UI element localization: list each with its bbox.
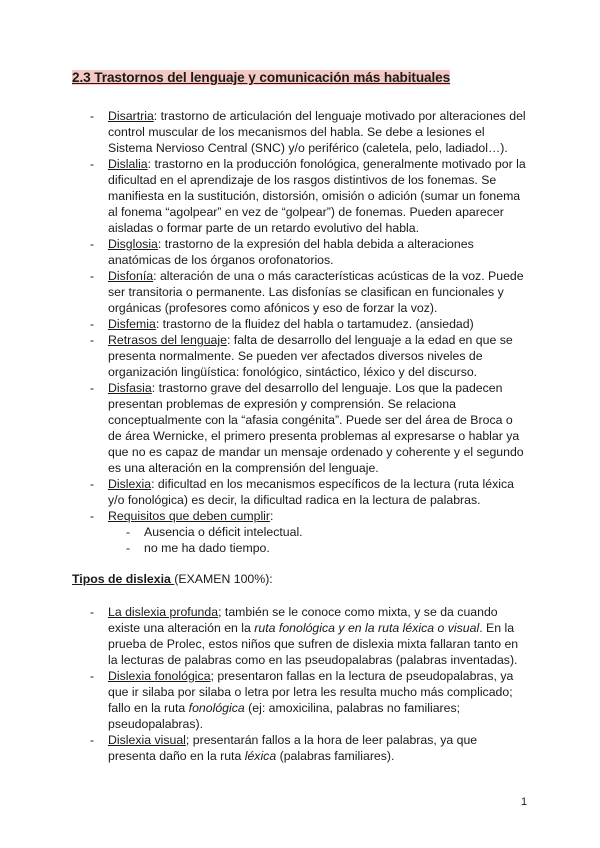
term: Dislexia [108,477,152,491]
text-part: ; presentarán fallos a la hora de leer palabras, ya que presenta daño en la ruta [108,733,478,763]
term: Disfemia [108,317,156,331]
requirement-text: no me ha dado tiempo. [144,541,270,555]
text-part: ; también se le conoce como mixta, y se da cuando existe una alteración en la [108,605,498,635]
text-part: (ej: amoxicilina, palabras no familiares; pseudopalabras). [108,701,461,731]
list-item: - Disfemia: trastorno de la fluidez del habla o tartamudez. (ansiedad) [90,317,474,331]
section-title: Tipos de dislexia [72,572,175,586]
requirement-text: Ausencia o déficit intelectual. [144,525,303,539]
term: Dislexia visual [108,733,186,747]
sub-list-item: - no me ha dado tiempo. [126,541,270,555]
term: Requisitos que deben cumplir [108,509,271,523]
sub-list-item: - Ausencia o déficit intelectual. [126,525,303,539]
italic-part: ruta fonológica y en la ruta léxica o visual [254,621,480,635]
section-note: (EXAMEN 100%): [174,572,273,586]
list-item: - La dislexia profunda; también se le conoce como mixta, y se da cuando existe una alteración en la ruta fonológica y en la ruta léxica o visual. En la prueba de Prolec, estos niños que sufren de dislexia mixta fallaran tanto en la lecturas de palabras como en las pseudopalabras (palabras inventadas). [90,605,519,667]
term: Dislexia fonológica [108,669,211,683]
definition: : alteración de una o más características acústicas de la voz. Puede ser transitoria o permanente. Las disfonías se clasifican en funcionales y orgánicas (profesores como afónicos y eso de forzar la voz). [108,269,524,315]
term: Dislalia [108,157,148,171]
page-number: 1 [521,796,528,808]
list-item: - Dislexia fonológica; presentaron fallas en la lectura de pseudopalabras, ya que ir silaba por silaba o letra por letra les resulta mucho más complicado; fallo en la ruta fonológica (ej: amoxicilina, palabras no familiares; pseudopalabras). [90,669,514,731]
list-item: - Dislalia: trastorno en la producción fonológica, generalmente motivado por la dificultad en el aprendizaje de los rasgos distintivos de los fonemas. Se manifiesta en la sustitución, distorsión, omisión o adición (sumar un fonema al fonema “agolpear” en vez de “golpear”) de fonemas. Pueden aparecer aisladas o formar parte de un retardo evolutivo del habla. [90,157,526,235]
italic-part: fonológica [188,701,245,715]
term: La dislexia profunda [108,605,219,619]
term: Disfonía [108,269,154,283]
dyslexia-type-list [90,604,528,764]
heading-title: Trastornos del lenguaje y comunicación más habituales [94,70,451,85]
list-item: - Disfasia: trastorno grave del desarrollo del lenguaje. Los que la padecen presentan problemas de expresión y comprensión. Se relaciona conceptualmente con la “afasia congénita”. Puede ser del área de Broca o de área Wernicke, el primero presenta problemas al expresarse o hablar ya que no es capaz de mandar un mensaje ordenado y coherente y el segundo es una alteración en la comprensión del lenguaje. [90,381,524,475]
definition: : dificultad en los mecanismos específicos de la lectura (ruta léxica y/o fonológica) es decir, la dificultad radica en la lectura de palabras. [108,477,514,507]
list-item: - Retrasos del lenguaje: falta de desarrollo del lenguaje a la edad en que se presenta normalmente. Se pueden ver afectados diversos niveles de organización lingüística: fonológico, sintáctico, léxico y del discurso. [90,333,513,379]
term: Disfasia [108,381,152,395]
text-part: ; presentaron fallas en la lectura de pseudopalabras, ya que ir silaba por silaba o letra por letra les resulta mucho más complicado; fallo en la ruta [108,669,514,715]
text-part: . En la prueba de Prolec, estos niños que sufren de dislexia mixta fallaran tanto en la lecturas de palabras como en las pseudopalabras (palabras inventadas). [108,621,519,667]
text-part: (palabras familiares). [276,749,395,763]
definition: : trastorno grave del desarrollo del lenguaje. Los que la padecen presentan problemas de expresión y comprensión. Se relaciona conceptualmente con la “afasia congénita”. Puede ser del área de Broca o de área Wernicke, el primero presenta problemas al expresarse o hablar ya que no es capaz de mandar un mensaje ordenado y coherente y el segundo es una alteración en la comprensión del lenguaje. [108,381,524,475]
list-item: - Dislexia: dificultad en los mecanismos específicos de la lectura (ruta léxica y/o fonológica) es decir, la dificultad radica en la lectura de palabras. [90,477,514,507]
section-heading [72,70,450,85]
list-item: - Dislexia visual; presentarán fallos a la hora de leer palabras, ya que presenta daño en la ruta léxica (palabras familiares). [90,733,478,763]
definition: : trastorno de articulación del lenguaje motivado por alteraciones del control muscular de los mecanismos del habla. Se debe a lesiones el Sistema Nervioso Central (SNC) y/o periférico (caletela, pelo, ladiadol…). [108,109,526,155]
list-item: - Requisitos que deben cumplir: [90,509,274,523]
list-item: - Disglosia: trastorno de la expresión del habla debida a alteraciones anatómicas de los órganos orofonatorios. [90,237,474,267]
term: Disartria [108,109,154,123]
heading-number: 2.3 [72,70,91,85]
term: Disglosia [108,237,158,251]
definition: : trastorno de la expresión del habla debida a alteraciones anatómicas de los órganos orofonatorios. [108,237,474,267]
term: Retrasos del lenguaje [108,333,227,347]
disorder-list [90,108,528,556]
list-item: - Disartria: trastorno de articulación del lenguaje motivado por alteraciones del control muscular de los mecanismos del habla. Se debe a lesiones el Sistema Nervioso Central (SNC) y/o periférico (caletela, pelo, ladiadol…). [90,109,526,155]
term-suffix: : [270,509,274,523]
dyslexia-section-title [72,572,273,586]
definition: : trastorno de la fluidez del habla o tartamudez. (ansiedad) [155,317,474,331]
italic-part: léxica [244,749,277,763]
list-item: - Disfonía: alteración de una o más características acústicas de la voz. Puede ser transitoria o permanente. Las disfonías se clasifican en funcionales y orgánicas (profesores como afónicos y eso de forzar la voz). [90,269,524,315]
definition: : trastorno en la producción fonológica, generalmente motivado por la dificultad en el aprendizaje de los rasgos distintivos de los fonemas. Se manifiesta en la sustitución, distorsión, omisión o adición (sumar un fonema al fonema “agolpear” en vez de “golpear”) de fonemas. Pueden aparecer aisladas o formar parte de un retardo evolutivo del habla. [108,157,526,235]
definition: : falta de desarrollo del lenguaje a la edad en que se presenta normalmente. Se pueden ver afectados diversos niveles de organización lingüística: fonológico, sintáctico, léxico y del discurso. [108,333,513,379]
